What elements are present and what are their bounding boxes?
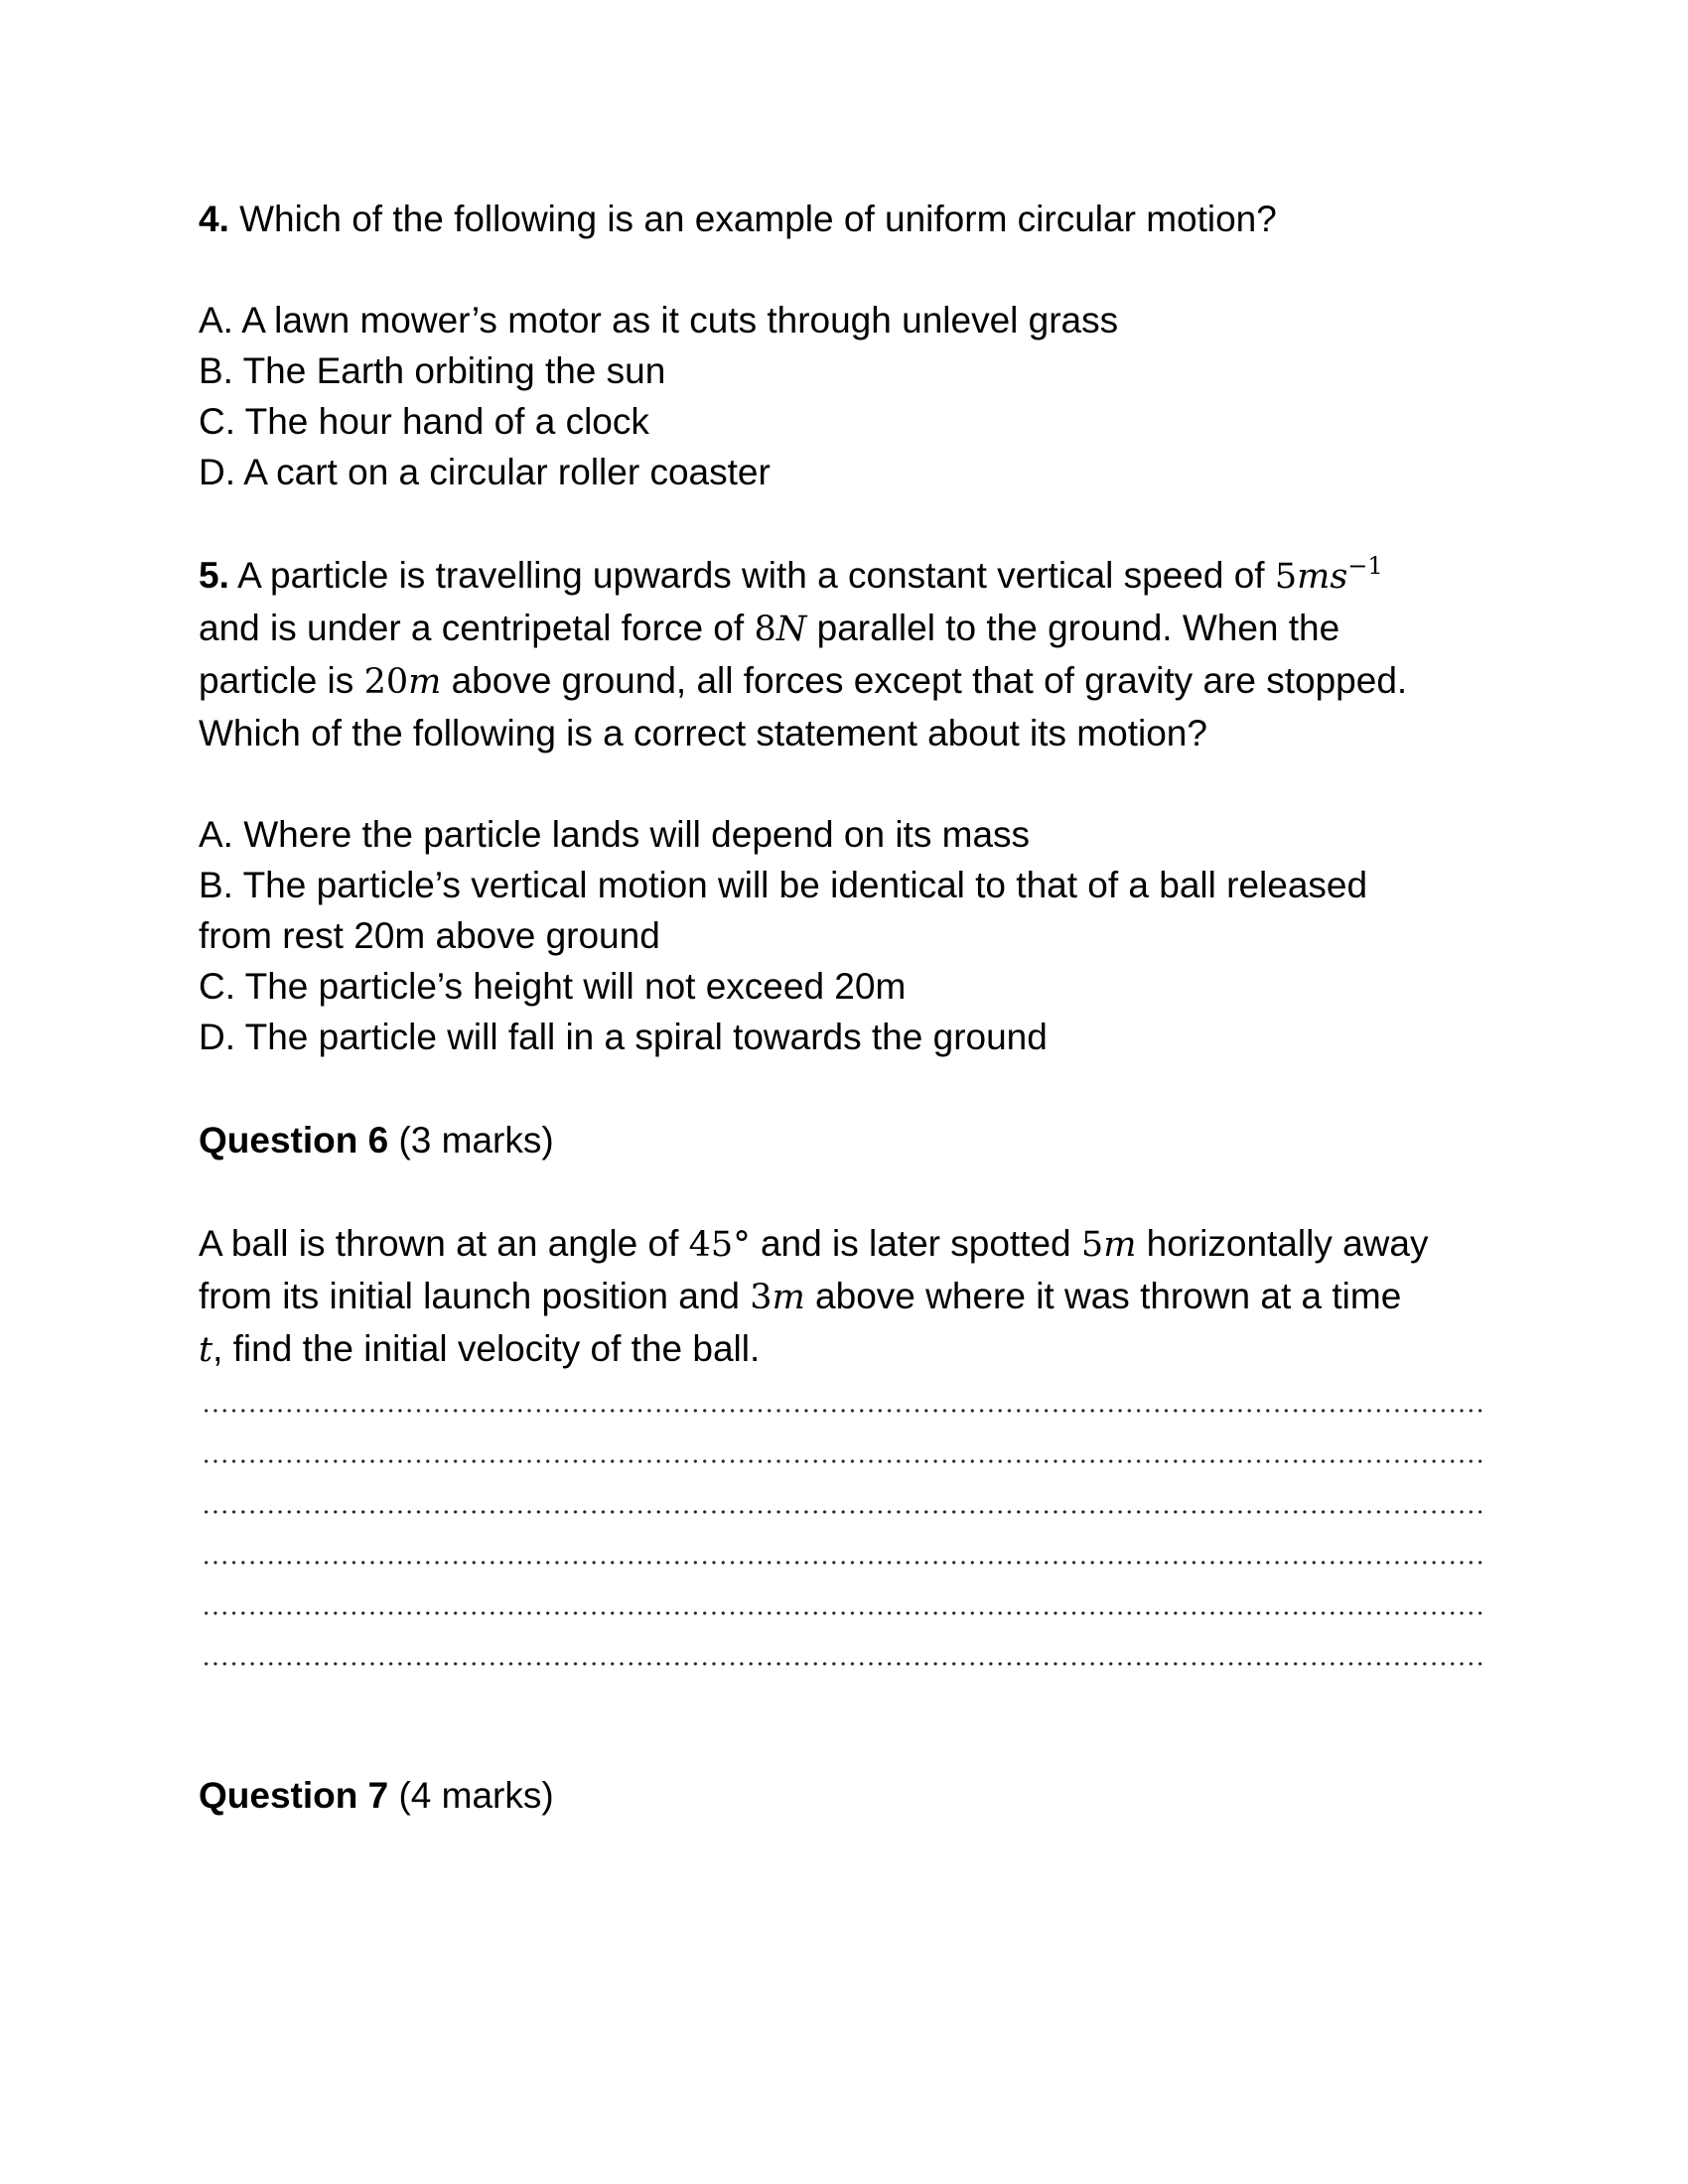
question-6-stem: [199, 1218, 1489, 1376]
answer-line-1[interactable]: [199, 1376, 1489, 1427]
question-6-heading: [199, 1115, 1489, 1165]
question-5-stem: [199, 550, 1489, 758]
question-7-title: Question 7: [199, 1775, 389, 1816]
question-5-line2b: parallel to the ground. When the: [806, 608, 1340, 648]
question-4-option-a: A. A lawn mower’s motor as it cuts through unlevel grass: [199, 300, 1119, 341]
question-4-options: [199, 295, 1489, 497]
question-4-option-c: C. The hour hand of a clock: [199, 401, 649, 442]
answer-line-3[interactable]: [199, 1477, 1489, 1528]
rise-expression: 3m: [750, 1278, 805, 1317]
question-6-line3: , find the initial velocity of the ball.: [212, 1328, 761, 1369]
answer-line-5[interactable]: [199, 1578, 1489, 1629]
question-5-option-c: C. The particle’s height will not exceed 20m: [199, 966, 907, 1007]
question-6-marks: (3 marks): [388, 1120, 554, 1160]
answer-line-2[interactable]: [199, 1427, 1489, 1477]
question-4-option-b: B. The Earth orbiting the sun: [199, 350, 666, 391]
question-5-number: 5.: [199, 555, 229, 596]
time-variable: t: [199, 1330, 213, 1370]
force-expression: 8N: [754, 610, 807, 649]
height-expression: 20m: [363, 662, 442, 702]
question-7-heading: [199, 1770, 1489, 1821]
answer-lines: [199, 1376, 1489, 1680]
question-5-option-a: A. Where the particle lands will depend on its mass: [199, 814, 1031, 855]
question-6-line2a: from its initial launch position and: [199, 1276, 751, 1316]
question-7-marks: (4 marks): [388, 1775, 554, 1816]
question-4-stem: [199, 194, 1489, 244]
question-5-line1: A particle is travelling upwards with a constant vertical speed of: [228, 555, 1275, 596]
question-6-line1b: and is later spotted: [750, 1223, 1081, 1264]
answer-line-4[interactable]: [199, 1528, 1489, 1578]
question-5-option-b: B. The particle’s vertical motion will be identical to that of a ball released from rest 20m above ground: [199, 865, 1368, 956]
question-5-line3a: particle is: [199, 660, 364, 701]
angle-expression: 45°: [688, 1225, 751, 1265]
question-6-line1a: A ball is thrown at an angle of: [199, 1223, 689, 1264]
question-5-line2a: and is under a centripetal force of: [199, 608, 755, 648]
speed-expression: $5ms^{-1}$: [1274, 552, 1383, 597]
question-5-option-d: D. The particle will fall in a spiral towards the ground: [199, 1017, 1048, 1057]
question-5-line4: Which of the following is a correct statement about its motion?: [199, 713, 1207, 753]
distance-expression: 5m: [1080, 1225, 1137, 1265]
answer-line-6[interactable]: [199, 1629, 1489, 1680]
question-4-option-d: D. A cart on a circular roller coaster: [199, 452, 771, 492]
question-6-line2b: above where it was thrown at a time: [804, 1276, 1402, 1316]
exam-page: [199, 194, 1489, 1821]
question-6-title: Question 6: [199, 1120, 389, 1160]
question-6-line1c: horizontally away: [1136, 1223, 1429, 1264]
question-5-line3b: above ground, all forces except that of gravity are stopped.: [441, 660, 1408, 701]
question-5-options: [199, 809, 1489, 1062]
question-4-number: 4.: [199, 199, 229, 239]
question-4-text: Which of the following is an example of uniform circular motion?: [228, 199, 1277, 239]
